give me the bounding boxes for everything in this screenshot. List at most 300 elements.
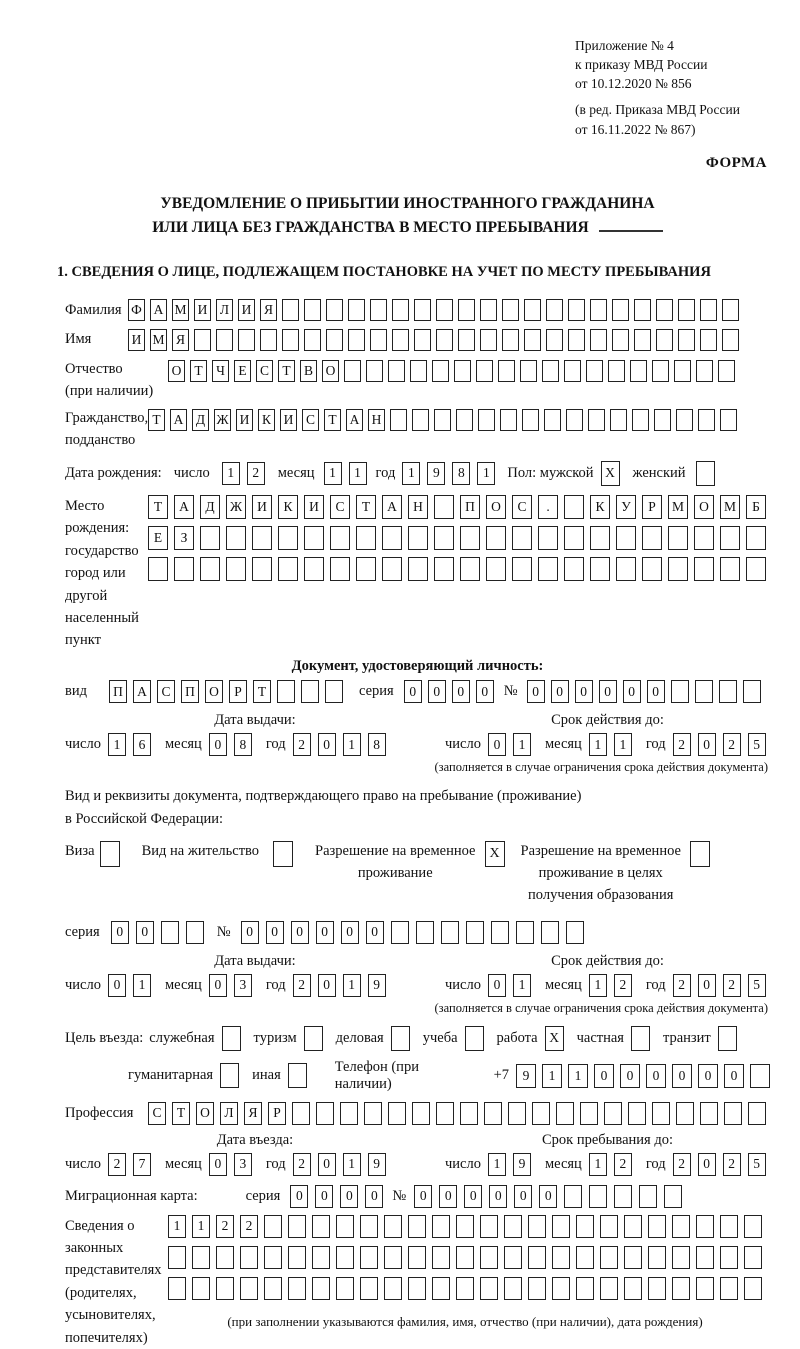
migration-series-label: серия — [245, 1187, 281, 1204]
char-cell — [408, 1246, 426, 1269]
char-cell: Ф — [128, 299, 145, 321]
char-cell — [586, 360, 603, 382]
char-cell — [748, 1102, 766, 1125]
char-cell — [630, 360, 647, 382]
entry-date-heading: Дата въезда: — [216, 1131, 294, 1148]
char-cell: М — [172, 299, 189, 321]
birth-year-cells — [402, 462, 495, 485]
char-cell: 1 — [488, 1153, 506, 1176]
char-cell — [460, 526, 480, 550]
citizenship-cells — [148, 409, 737, 431]
char-cell: 0 — [698, 1064, 718, 1088]
char-cell — [544, 409, 561, 431]
migration-card-label: Миграционная карта: — [65, 1187, 198, 1204]
char-cell — [568, 299, 585, 321]
char-cell: А — [133, 680, 151, 703]
char-cell: 0 — [698, 733, 716, 756]
purpose-work-label: работа — [496, 1029, 538, 1046]
char-cell: Л — [216, 299, 233, 321]
char-cell — [580, 1102, 598, 1125]
char-cell — [542, 360, 559, 382]
birth-day-cells — [222, 462, 265, 485]
char-cell: 1 — [589, 974, 607, 997]
header-line: к приказу МВД России — [575, 57, 708, 73]
char-cell: Т — [324, 409, 341, 431]
char-cell — [750, 1064, 770, 1088]
char-cell: Р — [268, 1102, 286, 1125]
identity-expiry-date: число 0 1 месяц 1 1 год 2 0 2 5 — [445, 733, 766, 756]
char-cell: 0 — [316, 921, 334, 944]
char-cell: И — [304, 495, 324, 519]
char-cell: Б — [746, 495, 766, 519]
entry-day-cells — [108, 1153, 151, 1176]
char-cell: 0 — [594, 1064, 614, 1088]
identity-expiry-year-cells — [673, 733, 766, 756]
char-cell: 1 — [343, 1153, 361, 1176]
char-cell — [216, 1246, 234, 1269]
char-cell: 0 — [209, 1153, 227, 1176]
char-cell: 2 — [240, 1215, 258, 1238]
char-cell: 2 — [614, 974, 632, 997]
purpose-transit-checkbox — [718, 1026, 737, 1051]
char-cell — [392, 329, 409, 351]
char-cell — [416, 921, 434, 944]
char-cell: 1 — [343, 733, 361, 756]
residence-expiry-note: (заполняется в случае ограничения срока действия документа) — [434, 1000, 768, 1015]
profession-label: Профессия — [65, 1104, 134, 1121]
char-cell: 6 — [133, 733, 151, 756]
char-cell — [648, 1246, 666, 1269]
char-cell — [456, 1215, 474, 1238]
char-cell: 2 — [293, 733, 311, 756]
char-cell: М — [720, 495, 740, 519]
phone-label: Телефон (при наличии) — [334, 1058, 419, 1092]
residence-doc-options — [65, 841, 770, 906]
char-cell — [356, 557, 376, 581]
char-cell: 1 — [168, 1215, 186, 1238]
char-cell — [610, 409, 627, 431]
char-cell — [100, 841, 120, 867]
char-cell: Т — [356, 495, 376, 519]
char-cell: 0 — [341, 921, 359, 944]
char-cell — [436, 329, 453, 351]
char-cell — [456, 1277, 474, 1300]
char-cell — [678, 299, 695, 321]
char-cell: 3 — [234, 1153, 252, 1176]
char-cell — [590, 557, 610, 581]
char-cell — [186, 921, 204, 944]
char-cell — [480, 329, 497, 351]
header-amend-line: (в ред. Приказа МВД России — [575, 102, 740, 118]
char-cell — [668, 526, 688, 550]
char-cell — [273, 841, 293, 867]
name-label: Имя — [65, 331, 92, 348]
char-cell: 2 — [216, 1215, 234, 1238]
char-cell — [512, 557, 532, 581]
char-cell — [746, 526, 766, 550]
sex-female-checkbox — [696, 461, 715, 486]
birth-date-label: Дата рождения: — [65, 464, 162, 481]
char-cell: А — [170, 409, 187, 431]
char-cell: 1 — [589, 733, 607, 756]
char-cell: 2 — [673, 974, 691, 997]
char-cell: 9 — [368, 974, 386, 997]
char-cell: 1 — [589, 1153, 607, 1176]
char-cell: З — [174, 526, 194, 550]
char-cell: 0 — [489, 1185, 507, 1208]
identity-expiry-heading: Срок действия до: — [551, 711, 664, 728]
char-cell — [278, 557, 298, 581]
char-cell: А — [174, 495, 194, 519]
visa-option — [65, 841, 120, 867]
char-cell — [634, 299, 651, 321]
char-cell: Л — [220, 1102, 238, 1125]
char-cell — [304, 1026, 323, 1051]
citizenship-label: Гражданство, подданство — [65, 409, 149, 449]
char-cell — [465, 1026, 484, 1051]
residence-expiry-month-cells — [589, 974, 632, 997]
char-cell: X — [545, 1026, 564, 1051]
char-cell — [288, 1215, 306, 1238]
char-cell — [264, 1246, 282, 1269]
char-cell — [552, 1215, 570, 1238]
char-cell: 0 — [404, 680, 422, 703]
char-cell — [301, 680, 319, 703]
char-cell — [528, 1246, 546, 1269]
char-cell: К — [590, 495, 610, 519]
char-cell — [434, 495, 454, 519]
rvp-education-label: Разрешение на временное проживание в целях получения образования — [520, 843, 681, 903]
char-cell — [192, 1277, 210, 1300]
char-cell — [508, 1102, 526, 1125]
char-cell — [694, 526, 714, 550]
char-cell — [612, 299, 629, 321]
char-cell: С — [302, 409, 319, 431]
purpose-transit-label: транзит — [662, 1029, 711, 1046]
char-cell: 1 — [222, 462, 240, 485]
phone-prefix: +7 — [493, 1067, 509, 1084]
purpose-study-label: учеба — [422, 1029, 458, 1046]
char-cell — [566, 921, 584, 944]
purpose-other-label: иная — [252, 1067, 281, 1084]
char-cell — [694, 557, 714, 581]
char-cell — [744, 1277, 762, 1300]
char-cell: 1 — [133, 974, 151, 997]
char-cell — [632, 409, 649, 431]
char-cell — [360, 1215, 378, 1238]
birth-year-label: год — [375, 464, 396, 481]
char-cell: А — [150, 299, 167, 321]
stay-month-cells — [589, 1153, 632, 1176]
char-cell — [384, 1246, 402, 1269]
char-cell: Ч — [212, 360, 229, 382]
char-cell — [674, 360, 691, 382]
char-cell — [528, 1215, 546, 1238]
char-cell — [282, 329, 299, 351]
purpose-study-checkbox — [465, 1026, 484, 1051]
identity-issue-month-cells — [209, 733, 252, 756]
char-cell — [616, 557, 636, 581]
char-cell: 0 — [266, 921, 284, 944]
char-cell: 0 — [672, 1064, 692, 1088]
char-cell: 0 — [209, 733, 227, 756]
migration-number-cells — [414, 1185, 682, 1208]
char-cell — [696, 1277, 714, 1300]
char-cell — [552, 1277, 570, 1300]
char-cell — [460, 557, 480, 581]
char-cell: 1 — [108, 733, 126, 756]
char-cell — [412, 409, 429, 431]
char-cell: 0 — [698, 1153, 716, 1176]
purpose-private-label: частная — [576, 1029, 624, 1046]
char-cell — [304, 299, 321, 321]
residence-issue-month-cells — [209, 974, 252, 997]
char-cell: И — [238, 299, 255, 321]
char-cell — [304, 329, 321, 351]
char-cell — [240, 1277, 258, 1300]
char-cell — [330, 526, 350, 550]
char-cell — [631, 1026, 650, 1051]
char-cell — [200, 557, 220, 581]
char-cell: 0 — [452, 680, 470, 703]
char-cell: 2 — [723, 974, 741, 997]
char-cell — [504, 1215, 522, 1238]
char-cell — [408, 557, 428, 581]
char-cell: 2 — [614, 1153, 632, 1176]
rvp-checkbox — [485, 841, 505, 867]
char-cell: 0 — [290, 1185, 308, 1208]
char-cell — [148, 557, 168, 581]
char-cell — [516, 921, 534, 944]
char-cell: 0 — [551, 680, 569, 703]
char-cell — [744, 1215, 762, 1238]
char-cell — [720, 1246, 738, 1269]
char-cell — [524, 329, 541, 351]
residence-expiry-day-cells — [488, 974, 531, 997]
birth-month-cells — [324, 462, 367, 485]
char-cell — [504, 1246, 522, 1269]
char-cell — [695, 680, 713, 703]
char-cell: 3 — [234, 974, 252, 997]
char-cell: 7 — [133, 1153, 151, 1176]
char-cell — [480, 1277, 498, 1300]
char-cell: Т — [172, 1102, 190, 1125]
char-cell: Я — [260, 299, 277, 321]
char-cell — [564, 526, 584, 550]
char-cell: 0 — [647, 680, 665, 703]
char-cell — [654, 409, 671, 431]
char-cell — [216, 1277, 234, 1300]
char-cell: С — [330, 495, 350, 519]
char-cell — [532, 1102, 550, 1125]
char-cell: 0 — [488, 974, 506, 997]
char-cell — [576, 1215, 594, 1238]
char-cell — [194, 329, 211, 351]
char-cell: 5 — [748, 1153, 766, 1176]
char-cell — [388, 360, 405, 382]
char-cell — [312, 1215, 330, 1238]
char-cell: 9 — [368, 1153, 386, 1176]
char-cell — [564, 495, 584, 519]
char-cell — [278, 526, 298, 550]
char-cell — [330, 557, 350, 581]
identity-expiry-month-cells — [589, 733, 632, 756]
representatives-note: (при заполнении указываются фамилия, имя, отчество (при наличии), дата рождения) — [227, 1313, 703, 1329]
identity-number-cells — [527, 680, 761, 703]
char-cell: Н — [408, 495, 428, 519]
char-cell — [590, 526, 610, 550]
char-cell — [696, 1215, 714, 1238]
purpose-work-checkbox — [545, 1026, 564, 1051]
residence-series-cells — [111, 921, 204, 944]
residence-issue-date: число 0 1 месяц 0 3 год 2 0 1 9 — [65, 974, 445, 997]
char-cell — [434, 409, 451, 431]
visa-label: Виза — [65, 843, 95, 860]
char-cell — [436, 1102, 454, 1125]
char-cell: О — [196, 1102, 214, 1125]
purpose-label: Цель въезда: — [65, 1029, 144, 1046]
char-cell — [344, 360, 361, 382]
char-cell — [564, 557, 584, 581]
patronymic-cells — [168, 360, 735, 382]
residence-expiry-date: число 0 1 месяц 1 2 год 2 0 2 5 — [445, 974, 766, 997]
char-cell — [590, 329, 607, 351]
char-cell — [326, 329, 343, 351]
char-cell — [304, 526, 324, 550]
char-cell — [491, 921, 509, 944]
char-cell: О — [694, 495, 714, 519]
char-cell: 0 — [599, 680, 617, 703]
char-cell — [486, 526, 506, 550]
purpose-official-checkbox — [222, 1026, 241, 1051]
rvp-education-option — [521, 841, 710, 906]
char-cell — [690, 841, 710, 867]
char-cell — [624, 1215, 642, 1238]
char-cell — [480, 1215, 498, 1238]
char-cell: . — [538, 495, 558, 519]
char-cell — [348, 329, 365, 351]
char-cell: 0 — [575, 680, 593, 703]
char-cell — [410, 360, 427, 382]
identity-expiry-day-cells — [488, 733, 531, 756]
char-cell — [556, 1102, 574, 1125]
char-cell: Н — [368, 409, 385, 431]
char-cell — [612, 329, 629, 351]
char-cell — [476, 360, 493, 382]
char-cell: И — [194, 299, 211, 321]
char-cell — [744, 1246, 762, 1269]
char-cell — [325, 680, 343, 703]
char-cell: Т — [148, 409, 165, 431]
char-cell — [568, 329, 585, 351]
char-cell — [546, 329, 563, 351]
char-cell — [277, 680, 295, 703]
char-cell — [614, 1185, 632, 1208]
representatives-row2 — [168, 1246, 762, 1269]
char-cell — [538, 557, 558, 581]
char-cell — [340, 1102, 358, 1125]
char-cell — [541, 921, 559, 944]
residence-series-label: серия — [65, 923, 100, 940]
identity-expiry-note: (заполняется в случае ограничения срока действия документа) — [434, 759, 768, 774]
char-cell — [589, 1185, 607, 1208]
purpose-tourism-label: туризм — [253, 1029, 297, 1046]
char-cell — [624, 1246, 642, 1269]
identity-doc-heading: Документ, удостоверяющий личность: — [291, 657, 544, 674]
char-cell — [498, 360, 515, 382]
identity-number-label: № — [503, 682, 518, 699]
char-cell — [743, 680, 761, 703]
char-cell: 2 — [247, 462, 265, 485]
char-cell — [722, 329, 739, 351]
char-cell — [226, 557, 246, 581]
entry-year-cells — [293, 1153, 386, 1176]
char-cell: 0 — [209, 974, 227, 997]
purpose-tourism-checkbox — [304, 1026, 323, 1051]
char-cell — [240, 1246, 258, 1269]
char-cell — [364, 1102, 382, 1125]
surname-cells — [128, 299, 739, 321]
profession-cells — [148, 1102, 766, 1125]
char-cell — [460, 1102, 478, 1125]
char-cell — [600, 1246, 618, 1269]
char-cell — [192, 1246, 210, 1269]
char-cell: Т — [190, 360, 207, 382]
char-cell: О — [168, 360, 185, 382]
char-cell: 1 — [402, 462, 420, 485]
char-cell — [698, 409, 715, 431]
char-cell — [720, 1215, 738, 1238]
residence-permit-label: Вид на жительство — [141, 843, 260, 860]
birth-place-row3 — [148, 557, 766, 581]
char-cell: У — [616, 495, 636, 519]
stay-day-cells — [488, 1153, 531, 1176]
birth-place-row2 — [148, 526, 766, 550]
char-cell — [432, 360, 449, 382]
char-cell — [260, 329, 277, 351]
char-cell: Ж — [214, 409, 231, 431]
char-cell: П — [109, 680, 127, 703]
char-cell — [639, 1185, 657, 1208]
stay-year-cells — [673, 1153, 766, 1176]
char-cell: 2 — [673, 733, 691, 756]
char-cell — [720, 1277, 738, 1300]
header-amend-line: от 16.11.2022 № 867) — [575, 121, 696, 137]
char-cell — [238, 329, 255, 351]
residence-expiry-year-cells — [673, 974, 766, 997]
char-cell: 0 — [464, 1185, 482, 1208]
char-cell — [434, 526, 454, 550]
char-cell — [432, 1277, 450, 1300]
char-cell — [524, 299, 541, 321]
char-cell — [648, 1215, 666, 1238]
char-cell: 2 — [723, 733, 741, 756]
char-cell: 0 — [514, 1185, 532, 1208]
char-cell — [264, 1277, 282, 1300]
char-cell — [522, 409, 539, 431]
stay-until-heading: Срок пребывания до: — [542, 1131, 673, 1148]
char-cell — [441, 921, 459, 944]
identity-issue-year-cells — [293, 733, 386, 756]
purpose-official-label: служебная — [149, 1029, 215, 1046]
form-title — [45, 192, 770, 240]
residence-permit-option — [142, 841, 293, 867]
char-cell — [700, 329, 717, 351]
char-cell: О — [322, 360, 339, 382]
rvp-education-checkbox — [690, 841, 710, 867]
identity-kind-cells — [109, 680, 343, 703]
char-cell — [222, 1026, 241, 1051]
